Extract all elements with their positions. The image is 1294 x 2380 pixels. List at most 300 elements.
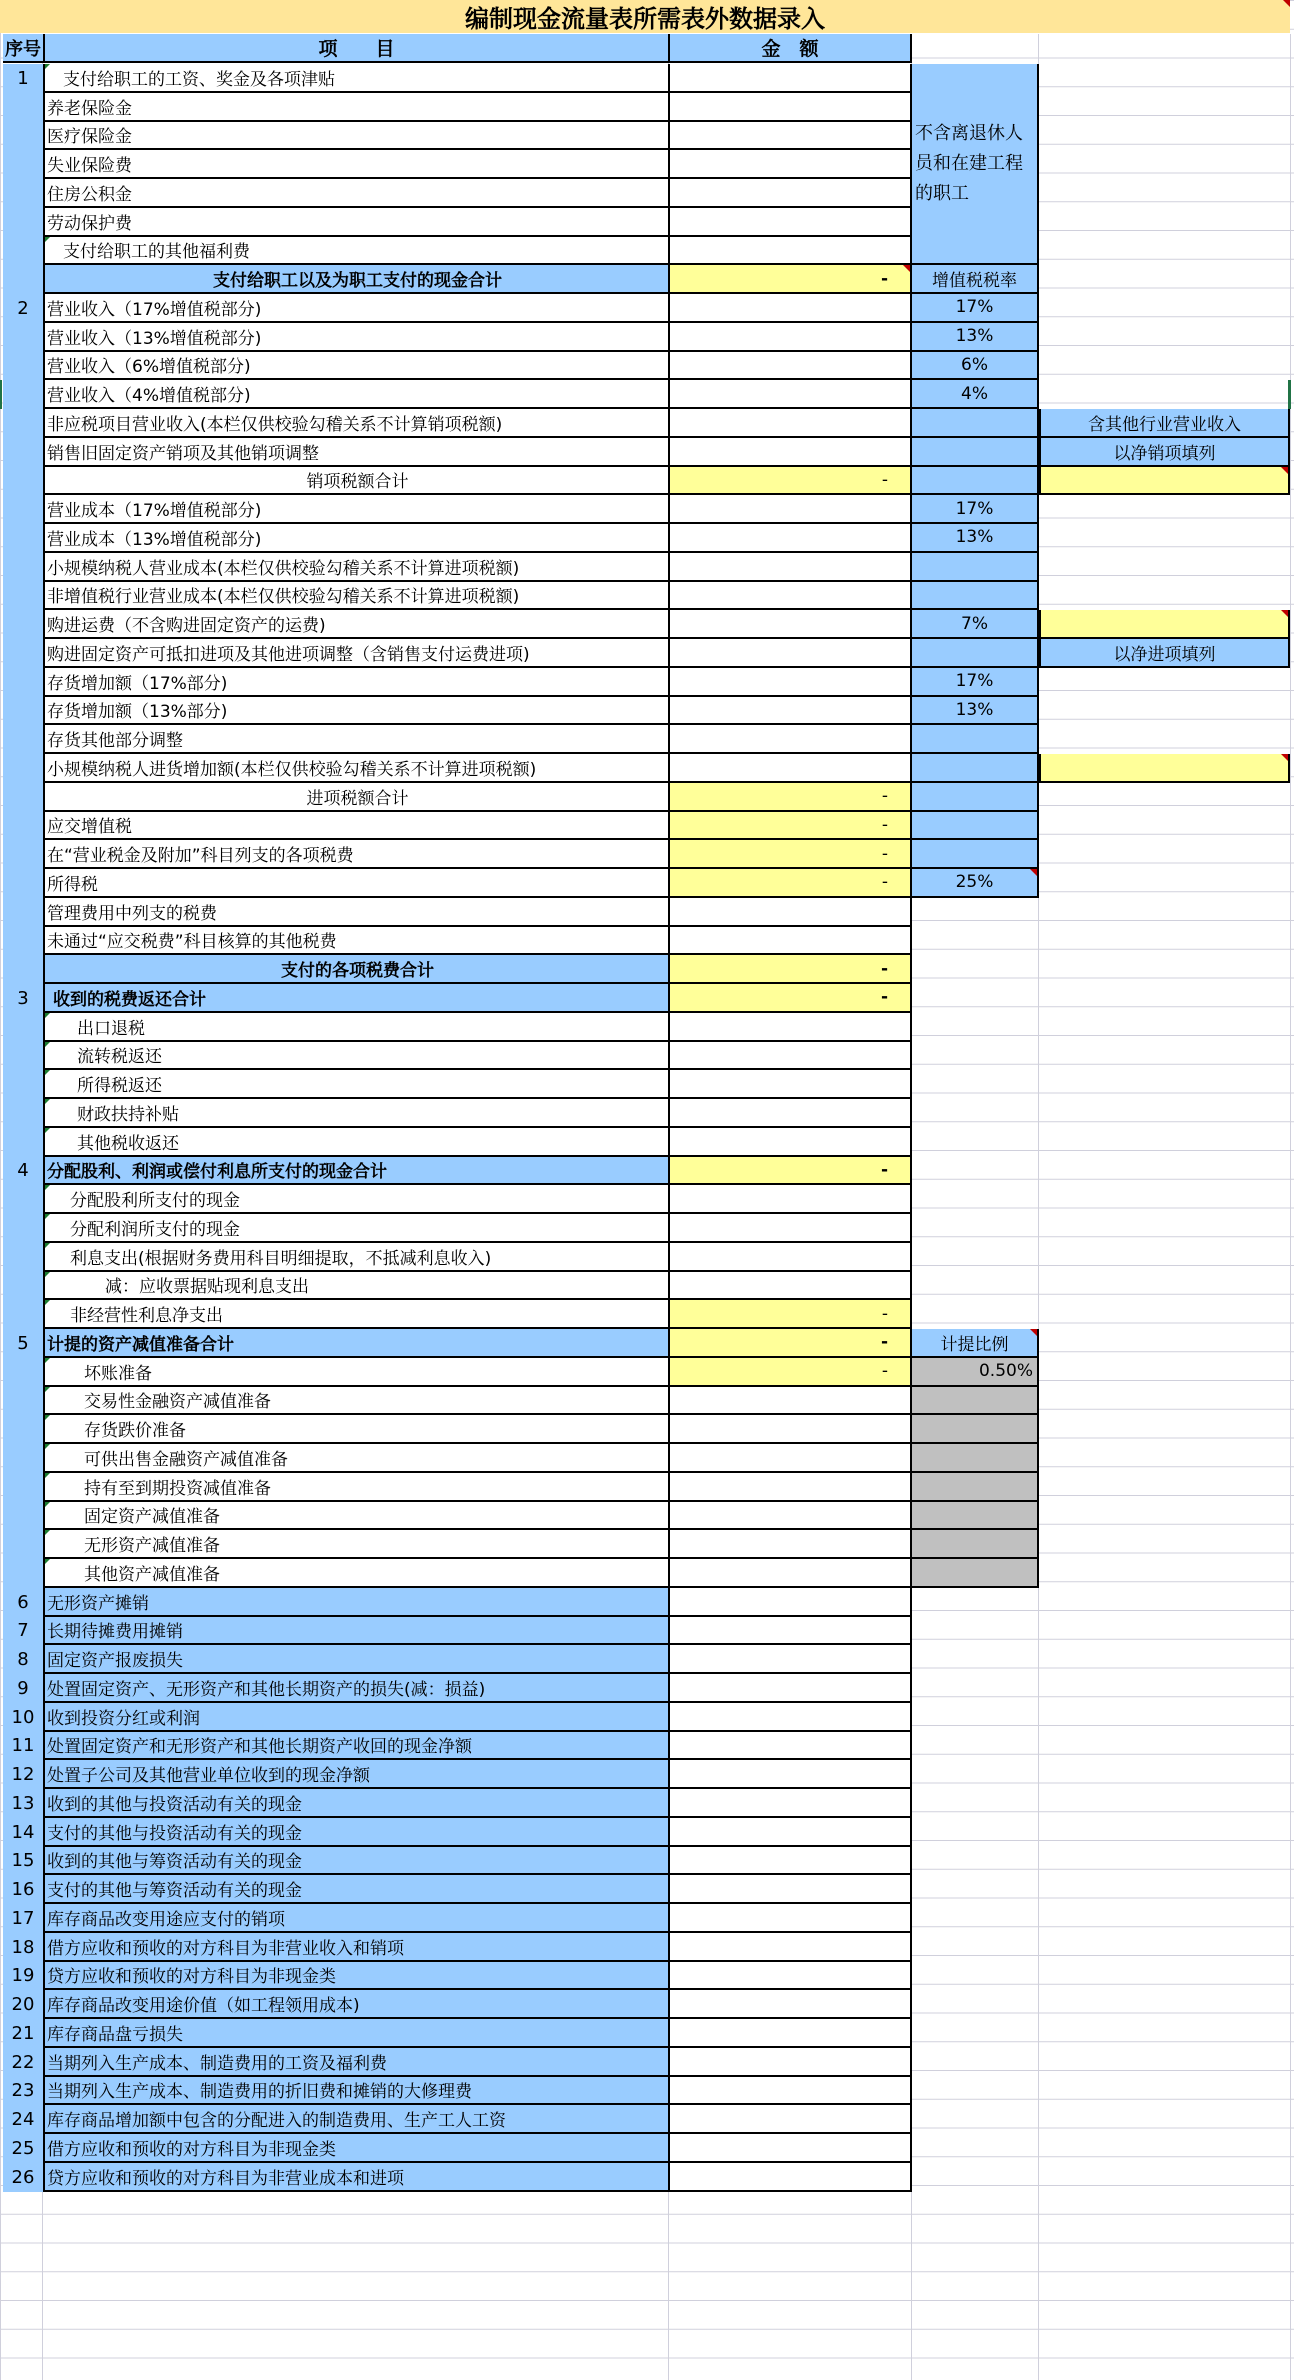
amount-input[interactable] [668, 2077, 912, 2106]
rate-cell[interactable]: 0.50% [912, 1358, 1039, 1387]
rate-cell[interactable]: 6% [912, 352, 1039, 381]
seq-cell[interactable]: 16 [3, 1875, 43, 1904]
seq-cell[interactable] [3, 122, 43, 151]
remark-cell[interactable] [1039, 1732, 1290, 1761]
seq-cell[interactable] [3, 93, 43, 122]
seq-cell[interactable]: 13 [3, 1789, 43, 1818]
amount-input[interactable] [668, 1214, 912, 1243]
remark-cell[interactable] [1039, 1387, 1290, 1416]
item-label-cell[interactable]: 所得税返还 [43, 1070, 668, 1099]
remark-cell[interactable] [1039, 265, 1290, 294]
sheet-title[interactable] [0, 0, 1290, 33]
rate-cell[interactable] [912, 725, 1039, 754]
amount-input[interactable] [668, 1760, 912, 1789]
item-label-cell[interactable]: 处置子公司及其他营业单位收到的现金净额 [43, 1760, 668, 1789]
rate-cell[interactable] [912, 639, 1039, 668]
item-label-cell[interactable]: 所得税 [43, 869, 668, 898]
item-label-cell[interactable]: 进项税额合计 [43, 783, 668, 812]
seq-cell[interactable] [3, 1415, 43, 1444]
seq-cell[interactable] [3, 610, 43, 639]
remark-cell[interactable] [1039, 64, 1290, 93]
remark-cell[interactable] [1039, 2163, 1290, 2192]
seq-cell[interactable] [3, 1272, 43, 1301]
seq-cell[interactable] [3, 524, 43, 553]
item-label-cell[interactable]: 购进固定资产可抵扣进项及其他进项调整（含销售支付运费进项) [43, 639, 668, 668]
remark-cell[interactable] [1039, 1042, 1290, 1071]
seq-cell[interactable] [3, 668, 43, 697]
remark-cell[interactable] [1039, 927, 1290, 956]
remark-cell[interactable] [1039, 1157, 1290, 1186]
item-label-cell[interactable]: 其他资产减值准备 [43, 1559, 668, 1588]
amount-input[interactable]: - [668, 265, 912, 294]
seq-cell[interactable]: 24 [3, 2105, 43, 2134]
rate-cell[interactable] [912, 1415, 1039, 1444]
seq-cell[interactable] [3, 265, 43, 294]
seq-cell[interactable] [3, 1243, 43, 1272]
rate-cell[interactable] [912, 1214, 1039, 1243]
item-label-cell[interactable]: 销售旧固定资产销项及其他销项调整 [43, 438, 668, 467]
remark-cell[interactable] [1039, 840, 1290, 869]
item-label-cell[interactable]: 当期列入生产成本、制造费用的工资及福利费 [43, 2048, 668, 2077]
amount-input[interactable] [668, 1473, 912, 1502]
seq-cell[interactable] [3, 352, 43, 381]
remark-cell[interactable] [1039, 93, 1290, 122]
item-label-cell[interactable]: 存货增加额（13%部分) [43, 697, 668, 726]
amount-input[interactable] [668, 697, 912, 726]
seq-cell[interactable]: 8 [3, 1645, 43, 1674]
amount-input[interactable]: - [668, 1157, 912, 1186]
remark-cell[interactable] [1039, 294, 1290, 323]
item-label-cell[interactable]: 养老保险金 [43, 93, 668, 122]
remark-cell[interactable] [1039, 754, 1290, 783]
seq-cell[interactable] [3, 1013, 43, 1042]
item-label-cell[interactable]: 出口退税 [43, 1013, 668, 1042]
remark-cell[interactable] [1039, 1329, 1290, 1358]
seq-cell[interactable]: 1 [3, 64, 43, 93]
remark-cell[interactable] [1039, 524, 1290, 553]
remark-cell[interactable] [1039, 2048, 1290, 2077]
item-label-cell[interactable]: 流转税返还 [43, 1042, 668, 1071]
remark-cell[interactable] [1039, 668, 1290, 697]
amount-input[interactable] [668, 1674, 912, 1703]
remark-cell[interactable] [1039, 955, 1290, 984]
amount-input[interactable] [668, 639, 912, 668]
amount-input[interactable] [668, 1387, 912, 1416]
seq-cell[interactable]: 6 [3, 1588, 43, 1617]
remark-cell[interactable] [1039, 984, 1290, 1013]
seq-cell[interactable] [3, 323, 43, 352]
seq-cell[interactable] [3, 783, 43, 812]
seq-cell[interactable] [3, 582, 43, 611]
rate-cell[interactable] [912, 1473, 1039, 1502]
remark-cell[interactable] [1039, 1904, 1290, 1933]
item-label-cell[interactable]: 营业成本（13%增值税部分) [43, 524, 668, 553]
remark-cell[interactable] [1039, 1559, 1290, 1588]
seq-cell[interactable] [3, 697, 43, 726]
rate-cell[interactable]: 增值税税率 [912, 265, 1039, 294]
seq-cell[interactable]: 23 [3, 2077, 43, 2106]
item-label-cell[interactable]: 借方应收和预收的对方科目为非营业收入和销项 [43, 1933, 668, 1962]
amount-input[interactable] [668, 2134, 912, 2163]
remark-cell[interactable]: 以净销项填列 [1039, 438, 1290, 467]
remark-cell[interactable] [1039, 1645, 1290, 1674]
rate-cell[interactable] [912, 1042, 1039, 1071]
seq-cell[interactable] [3, 179, 43, 208]
amount-input[interactable] [668, 553, 912, 582]
rate-cell[interactable] [912, 955, 1039, 984]
remark-cell[interactable]: 以净进项填列 [1039, 639, 1290, 668]
item-label-cell[interactable]: 收到的其他与投资活动有关的现金 [43, 1789, 668, 1818]
item-label-cell[interactable]: 贷方应收和预收的对方科目为非现金类 [43, 1962, 668, 1991]
remark-cell[interactable] [1039, 1933, 1290, 1962]
remark-cell[interactable] [1039, 495, 1290, 524]
item-label-cell[interactable]: 支付的其他与筹资活动有关的现金 [43, 1875, 668, 1904]
item-label-cell[interactable]: 借方应收和预收的对方科目为非现金类 [43, 2134, 668, 2163]
note-cell[interactable]: 不含离退休人员和在建工程的职工 [912, 64, 1039, 265]
seq-cell[interactable]: 10 [3, 1703, 43, 1732]
seq-cell[interactable] [3, 898, 43, 927]
seq-cell[interactable] [3, 438, 43, 467]
seq-cell[interactable]: 4 [3, 1157, 43, 1186]
amount-input[interactable] [668, 93, 912, 122]
remark-cell[interactable] [1039, 1588, 1290, 1617]
item-label-cell[interactable]: 库存商品盘亏损失 [43, 2019, 668, 2048]
item-label-cell[interactable]: 坏账准备 [43, 1358, 668, 1387]
item-label-cell[interactable]: 营业收入（17%增值税部分) [43, 294, 668, 323]
amount-input[interactable] [668, 1502, 912, 1531]
amount-input[interactable] [668, 668, 912, 697]
item-label-cell[interactable]: 分配股利所支付的现金 [43, 1185, 668, 1214]
rate-cell[interactable] [912, 1243, 1039, 1272]
item-label-cell[interactable]: 未通过“应交税费”科目核算的其他税费 [43, 927, 668, 956]
remark-cell[interactable] [1039, 1013, 1290, 1042]
item-label-cell[interactable]: 无形资产减值准备 [43, 1530, 668, 1559]
amount-input[interactable] [668, 1013, 912, 1042]
amount-input[interactable] [668, 1588, 912, 1617]
amount-input[interactable] [668, 294, 912, 323]
remark-cell[interactable] [1039, 582, 1290, 611]
rate-cell[interactable] [912, 927, 1039, 956]
seq-cell[interactable] [3, 1358, 43, 1387]
seq-cell[interactable] [3, 1387, 43, 1416]
comment-marker-icon[interactable] [1283, 0, 1290, 7]
item-label-cell[interactable]: 收到投资分红或利润 [43, 1703, 668, 1732]
amount-input[interactable] [668, 409, 912, 438]
amount-input[interactable] [668, 1875, 912, 1904]
amount-input[interactable] [668, 1962, 912, 1991]
seq-cell[interactable]: 19 [3, 1962, 43, 1991]
rate-cell[interactable]: 25% [912, 869, 1039, 898]
item-label-cell[interactable]: 分配股利、利润或偿付利息所支付的现金合计 [43, 1157, 668, 1186]
amount-input[interactable] [668, 495, 912, 524]
seq-cell[interactable]: 26 [3, 2163, 43, 2192]
amount-input[interactable] [668, 1933, 912, 1962]
seq-cell[interactable]: 20 [3, 1990, 43, 2019]
remark-cell[interactable] [1039, 1962, 1290, 1991]
item-label-cell[interactable]: 利息支出(根据财务费用科目明细提取，不抵减利息收入) [43, 1243, 668, 1272]
amount-input[interactable] [668, 179, 912, 208]
rate-cell[interactable] [912, 409, 1039, 438]
item-label-cell[interactable]: 支付的各项税费合计 [43, 955, 668, 984]
item-label-cell[interactable]: 分配利润所支付的现金 [43, 1214, 668, 1243]
amount-input[interactable]: - [668, 1329, 912, 1358]
remark-cell[interactable] [1039, 1818, 1290, 1847]
item-label-cell[interactable]: 收到的其他与筹资活动有关的现金 [43, 1847, 668, 1876]
amount-input[interactable] [668, 150, 912, 179]
remark-cell[interactable] [1039, 1444, 1290, 1473]
rate-cell[interactable] [912, 812, 1039, 841]
rate-cell[interactable] [912, 2105, 1039, 2134]
rate-cell[interactable] [912, 754, 1039, 783]
amount-input[interactable] [668, 524, 912, 553]
amount-input[interactable] [668, 1272, 912, 1301]
amount-input[interactable] [668, 927, 912, 956]
remark-cell[interactable] [1039, 1243, 1290, 1272]
rate-cell[interactable] [912, 840, 1039, 869]
item-label-cell[interactable]: 购进运费（不含购进固定资产的运费) [43, 610, 668, 639]
remark-cell[interactable] [1039, 2134, 1290, 2163]
remark-cell[interactable] [1039, 1789, 1290, 1818]
amount-input[interactable] [668, 1617, 912, 1646]
item-label-cell[interactable]: 库存商品改变用途价值（如工程领用成本) [43, 1990, 668, 2019]
item-label-cell[interactable]: 库存商品增加额中包含的分配进入的制造费用、生产工人工资 [43, 2105, 668, 2134]
item-label-cell[interactable]: 小规模纳税人营业成本(本栏仅供校验勾稽关系不计算进项税额) [43, 553, 668, 582]
item-label-cell[interactable]: 交易性金融资产减值准备 [43, 1387, 668, 1416]
remark-cell[interactable] [1039, 467, 1290, 496]
item-label-cell[interactable]: 财政扶持补贴 [43, 1099, 668, 1128]
amount-input[interactable] [668, 582, 912, 611]
item-label-cell[interactable]: 营业收入（13%增值税部分) [43, 323, 668, 352]
rate-cell[interactable] [912, 1300, 1039, 1329]
rate-cell[interactable] [912, 1645, 1039, 1674]
seq-cell[interactable] [3, 955, 43, 984]
seq-cell[interactable] [3, 639, 43, 668]
seq-cell[interactable] [3, 1444, 43, 1473]
seq-cell[interactable]: 25 [3, 2134, 43, 2163]
rate-cell[interactable] [912, 1674, 1039, 1703]
amount-input[interactable] [668, 725, 912, 754]
remark-cell[interactable] [1039, 783, 1290, 812]
seq-cell[interactable] [3, 840, 43, 869]
amount-input[interactable] [668, 1415, 912, 1444]
rate-cell[interactable] [912, 438, 1039, 467]
amount-input[interactable] [668, 610, 912, 639]
amount-input[interactable]: - [668, 955, 912, 984]
amount-input[interactable] [668, 1444, 912, 1473]
amount-input[interactable] [668, 898, 912, 927]
rate-cell[interactable]: 13% [912, 323, 1039, 352]
item-label-cell[interactable]: 管理费用中列支的税费 [43, 898, 668, 927]
seq-cell[interactable] [3, 1099, 43, 1128]
remark-cell[interactable] [1039, 1703, 1290, 1732]
rate-cell[interactable] [912, 1157, 1039, 1186]
rate-cell[interactable] [912, 1703, 1039, 1732]
amount-input[interactable] [668, 1818, 912, 1847]
item-label-cell[interactable]: 非应税项目营业收入(本栏仅供校验勾稽关系不计算销项税额) [43, 409, 668, 438]
remark-cell[interactable] [1039, 352, 1290, 381]
rate-cell[interactable] [912, 1272, 1039, 1301]
remark-cell[interactable] [1039, 898, 1290, 927]
remark-cell[interactable] [1039, 1358, 1290, 1387]
amount-input[interactable] [668, 1645, 912, 1674]
amount-input[interactable] [668, 1559, 912, 1588]
rate-cell[interactable] [912, 984, 1039, 1013]
seq-cell[interactable] [3, 754, 43, 783]
seq-cell[interactable] [3, 1214, 43, 1243]
remark-cell[interactable] [1039, 122, 1290, 151]
item-label-cell[interactable]: 支付给职工以及为职工支付的现金合计 [43, 265, 668, 294]
item-label-cell[interactable]: 贷方应收和预收的对方科目为非营业成本和进项 [43, 2163, 668, 2192]
rate-cell[interactable] [912, 1617, 1039, 1646]
seq-cell[interactable] [3, 812, 43, 841]
remark-cell[interactable] [1039, 1617, 1290, 1646]
item-label-cell[interactable]: 小规模纳税人进货增加额(本栏仅供校验勾稽关系不计算进项税额) [43, 754, 668, 783]
seq-cell[interactable]: 7 [3, 1617, 43, 1646]
seq-cell[interactable] [3, 553, 43, 582]
item-label-cell[interactable]: 营业成本（17%增值税部分) [43, 495, 668, 524]
remark-cell[interactable] [1039, 1185, 1290, 1214]
remark-cell[interactable] [1039, 1272, 1290, 1301]
remark-cell[interactable] [1039, 323, 1290, 352]
amount-input[interactable] [668, 1185, 912, 1214]
remark-cell[interactable] [1039, 697, 1290, 726]
seq-cell[interactable] [3, 1530, 43, 1559]
seq-cell[interactable] [3, 150, 43, 179]
item-label-cell[interactable]: 持有至到期投资减值准备 [43, 1473, 668, 1502]
amount-input[interactable]: - [668, 467, 912, 496]
item-label-cell[interactable]: 医疗保险金 [43, 122, 668, 151]
rate-cell[interactable]: 17% [912, 668, 1039, 697]
rate-cell[interactable] [912, 1444, 1039, 1473]
seq-cell[interactable]: 3 [3, 984, 43, 1013]
amount-input[interactable] [668, 1042, 912, 1071]
seq-cell[interactable] [3, 1502, 43, 1531]
remark-cell[interactable] [1039, 380, 1290, 409]
item-label-cell[interactable]: 处置固定资产和无形资产和其他长期资产收回的现金净额 [43, 1732, 668, 1761]
item-label-cell[interactable]: 支付给职工的工资、奖金及各项津贴 [43, 64, 668, 93]
item-label-cell[interactable]: 其他税收返还 [43, 1128, 668, 1157]
rate-cell[interactable] [912, 1962, 1039, 1991]
seq-cell[interactable] [3, 208, 43, 237]
remark-cell[interactable] [1039, 150, 1290, 179]
remark-cell[interactable] [1039, 812, 1290, 841]
rate-cell[interactable] [912, 1387, 1039, 1416]
rate-cell[interactable] [912, 1588, 1039, 1617]
item-label-cell[interactable]: 计提的资产减值准备合计 [43, 1329, 668, 1358]
item-label-cell[interactable]: 在“营业税金及附加”科目列支的各项税费 [43, 840, 668, 869]
seq-cell[interactable]: 15 [3, 1847, 43, 1876]
seq-cell[interactable] [3, 380, 43, 409]
item-label-cell[interactable]: 劳动保护费 [43, 208, 668, 237]
rate-cell[interactable] [912, 1818, 1039, 1847]
rate-cell[interactable] [912, 1847, 1039, 1876]
rate-cell[interactable] [912, 1875, 1039, 1904]
remark-cell[interactable] [1039, 1128, 1290, 1157]
item-label-cell[interactable]: 销项税额合计 [43, 467, 668, 496]
amount-input[interactable]: - [668, 1358, 912, 1387]
rate-cell[interactable] [912, 1933, 1039, 1962]
amount-input[interactable] [668, 1099, 912, 1128]
seq-cell[interactable] [3, 467, 43, 496]
amount-input[interactable] [668, 352, 912, 381]
seq-cell[interactable] [3, 1042, 43, 1071]
item-label-cell[interactable]: 失业保险费 [43, 150, 668, 179]
item-label-cell[interactable]: 非经营性利息净支出 [43, 1300, 668, 1329]
amount-input[interactable] [668, 323, 912, 352]
amount-input[interactable] [668, 2048, 912, 2077]
item-label-cell[interactable]: 处置固定资产、无形资产和其他长期资产的损失(减：损益) [43, 1674, 668, 1703]
seq-cell[interactable] [3, 1559, 43, 1588]
remark-cell[interactable]: 含其他行业营业收入 [1039, 409, 1290, 438]
rate-cell[interactable]: 13% [912, 524, 1039, 553]
header-amount[interactable]: 金 额 [668, 34, 912, 63]
remark-cell[interactable] [1039, 208, 1290, 237]
seq-cell[interactable]: 11 [3, 1732, 43, 1761]
seq-cell[interactable]: 5 [3, 1329, 43, 1358]
item-label-cell[interactable]: 无形资产摊销 [43, 1588, 668, 1617]
amount-input[interactable] [668, 1070, 912, 1099]
rate-cell[interactable] [912, 2134, 1039, 2163]
remark-cell[interactable] [1039, 869, 1290, 898]
rate-cell[interactable] [912, 467, 1039, 496]
amount-input[interactable]: - [668, 840, 912, 869]
remark-cell[interactable] [1039, 1415, 1290, 1444]
remark-cell[interactable] [1039, 1214, 1290, 1243]
remark-cell[interactable] [1039, 1875, 1290, 1904]
rate-cell[interactable] [912, 1013, 1039, 1042]
rate-cell[interactable] [912, 1990, 1039, 2019]
rate-cell[interactable] [912, 2048, 1039, 2077]
rate-cell[interactable] [912, 1760, 1039, 1789]
item-label-cell[interactable]: 支付的其他与投资活动有关的现金 [43, 1818, 668, 1847]
amount-input[interactable] [668, 1847, 912, 1876]
seq-cell[interactable] [3, 1185, 43, 1214]
remark-cell[interactable] [1039, 237, 1290, 266]
rate-cell[interactable]: 4% [912, 380, 1039, 409]
rate-cell[interactable] [912, 1070, 1039, 1099]
rate-cell[interactable]: 17% [912, 294, 1039, 323]
rate-cell[interactable] [912, 1732, 1039, 1761]
rate-cell[interactable] [912, 898, 1039, 927]
remark-cell[interactable] [1039, 1099, 1290, 1128]
seq-cell[interactable] [3, 237, 43, 266]
rate-cell[interactable]: 7% [912, 610, 1039, 639]
seq-cell[interactable]: 12 [3, 1760, 43, 1789]
remark-cell[interactable] [1039, 2019, 1290, 2048]
item-label-cell[interactable]: 应交增值税 [43, 812, 668, 841]
rate-cell[interactable] [912, 1185, 1039, 1214]
item-label-cell[interactable]: 当期列入生产成本、制造费用的折旧费和摊销的大修理费 [43, 2077, 668, 2106]
amount-input[interactable]: - [668, 1300, 912, 1329]
item-label-cell[interactable]: 收到的税费返还合计 [43, 984, 668, 1013]
remark-cell[interactable] [1039, 1990, 1290, 2019]
seq-cell[interactable] [3, 1070, 43, 1099]
rate-cell[interactable] [912, 2077, 1039, 2106]
rate-cell[interactable] [912, 1904, 1039, 1933]
amount-input[interactable]: - [668, 783, 912, 812]
seq-cell[interactable] [3, 927, 43, 956]
rate-cell[interactable] [912, 1502, 1039, 1531]
rate-cell[interactable]: 17% [912, 495, 1039, 524]
amount-input[interactable] [668, 2163, 912, 2192]
seq-cell[interactable] [3, 725, 43, 754]
item-label-cell[interactable]: 库存商品改变用途应支付的销项 [43, 1904, 668, 1933]
seq-cell[interactable]: 21 [3, 2019, 43, 2048]
seq-cell[interactable] [3, 495, 43, 524]
remark-cell[interactable] [1039, 2105, 1290, 2134]
rate-cell[interactable] [912, 783, 1039, 812]
item-label-cell[interactable]: 存货其他部分调整 [43, 725, 668, 754]
